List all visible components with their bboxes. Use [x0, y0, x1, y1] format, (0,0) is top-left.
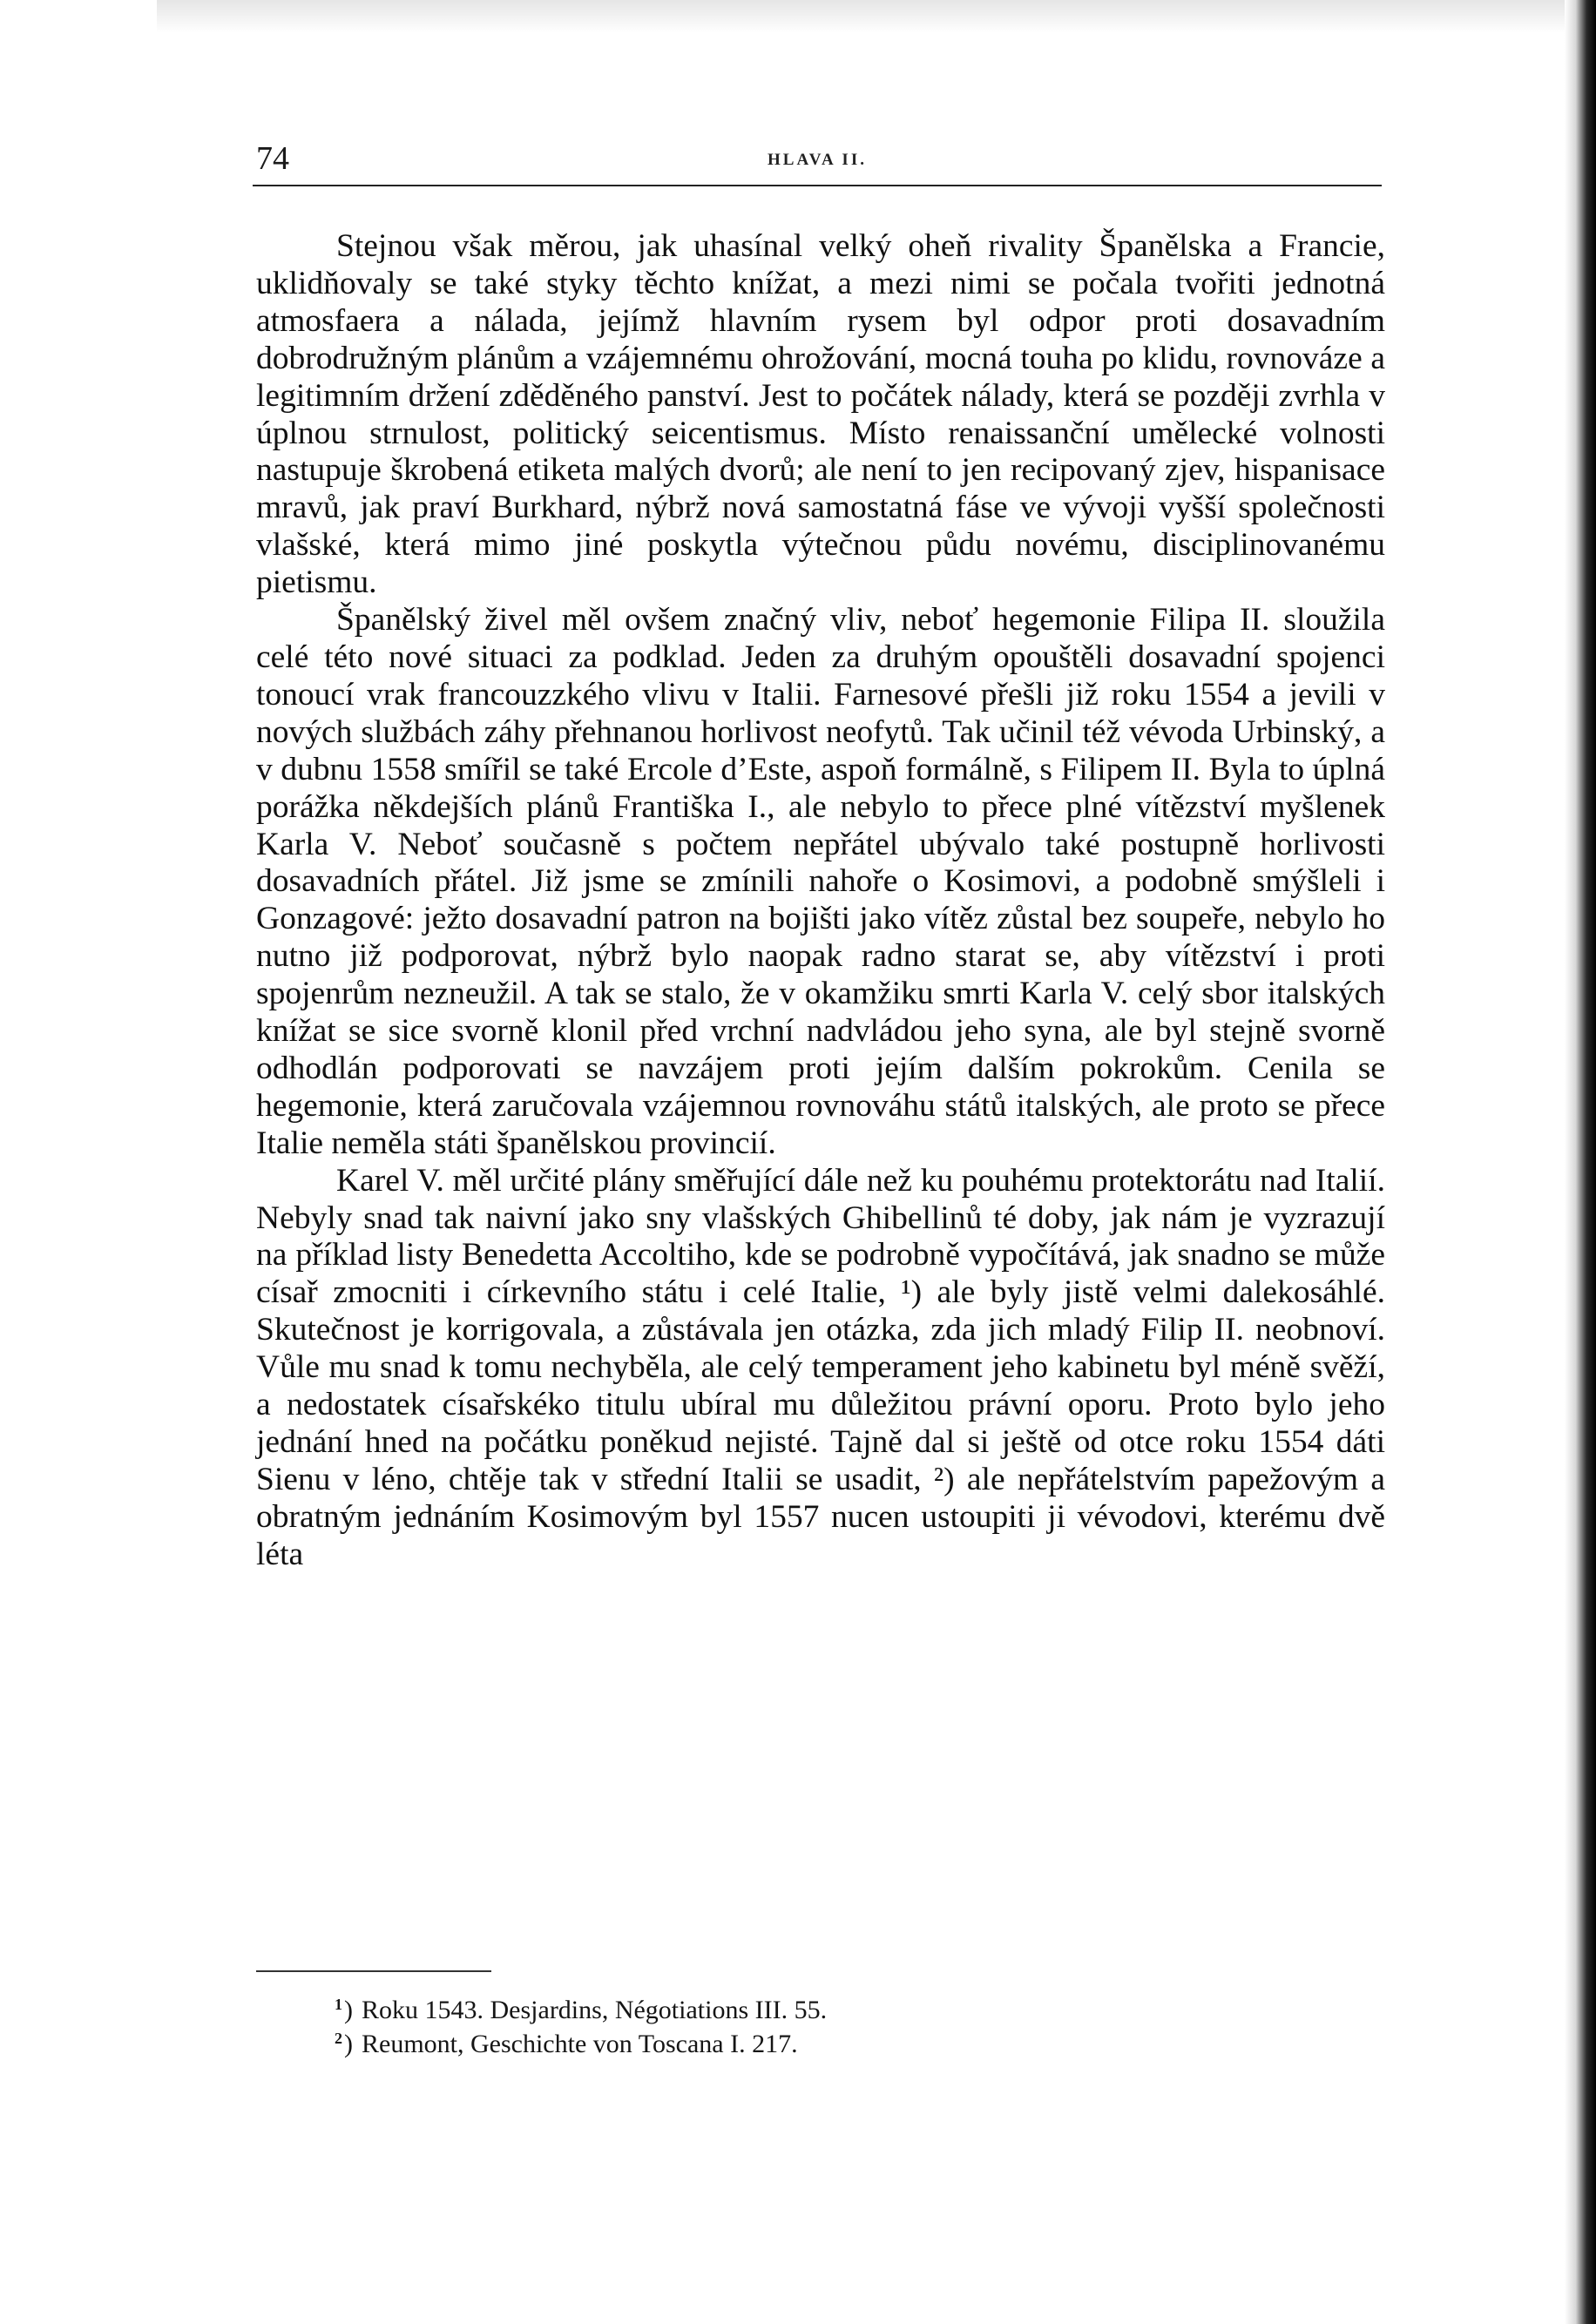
footnote-2 [335, 2029, 1206, 2063]
footnotes [335, 1995, 1206, 2063]
footnote-1 [335, 1995, 1206, 2029]
running-head [253, 138, 1382, 190]
footnote-marker: 2 [335, 2030, 342, 2047]
footnote-paren: ) [344, 2030, 353, 2058]
scan-right-edge [1565, 0, 1596, 2324]
paragraph: Karel V. měl určité plány směřující dále než ku pouhému protektorátu nad Italií. Nebyly snad tak naivní jako sny vlašských Ghibellinů té doby, jak nám je vyzrazují na příklad listy Benedetta Accoltiho, kde se podrobně vypočítává, jak snadno se může císař zmocniti i církevního státu i celé Italie, ¹) ale byly jistě velmi dalekosáhlé. Skutečnost je korrigovala, a zůstávala jen otázka, zda jich mladý Filip II. neobnoví. Vůle mu snad k tomu nechyběla, ale celý temperament jeho kabinetu byl méně svěží, a nedostatek císařskéko titulu ubíral mu důležitou právní oporu. Proto bylo jeho jednání hned na počátku poněkud nejisté. Tajně dal si ještě od otce roku 1554 dáti Sienu v léno, chtěje tak v střední Italii se usadit, ²) ale nepřátelstvím papežovým a obratným jednáním Kosimovým byl 1557 nucen ustoupiti ji vévodovi, kterému dvě léta [256, 1162, 1385, 1572]
chapter-title: HLAVA II. [768, 151, 867, 169]
footnote-rule [256, 1970, 491, 1972]
footnote-marker: 1 [335, 1996, 342, 2013]
page-number: 74 [256, 140, 289, 177]
body-text [256, 228, 1385, 1574]
footnote-paren: ) [344, 1996, 353, 2024]
header-rule [253, 185, 1382, 186]
paragraph: Španělský živel měl ovšem značný vliv, neboť hegemonie Filipa II. sloužila celé této nové situaci za podklad. Jeden za druhým opouštěli dosavadní spojenci tonoucí vrak francouzzkého vlivu v Italii. Farnesové přešli již roku 1554 a jevili v nových službách záhy přehnanou horlivost neofytů. Tak učinil též vévoda Urbinský, a v dubnu 1558 smířil se také Ercole d’Este, aspoň formálně, s Filipem II. Byla to úplná porážka někdejších plánů Františka I., ale nebylo to přece plné vítězství myšlenek Karla V. Neboť současně s počtem nepřátel ubývalo také postupně horlivosti dosavadních přátel. Již jsme se zmínili nahoře o Kosimovi, a podobně smýšleli i Gonzagové: ježto dosavadní patron na bojišti jako vítěz zůstal bez soupeře, nebylo ho nutno již podporovat, nýbrž bylo naopak radno starat se, aby vítězství i proti spojenrům nezneužil. A tak se stalo, že v okamžiku smrti Karla V. celý sbor italských knížat se sice svorně klonil před vrchní nadvládou jeho syna, ale byl stejně svorně odhodlán podporovati se navzájem proti jejím dalším pokrokům. Cenila se hegemonie, která zaručovala vzájemnou rovnováhu států italských, ale proto se přece Italie neměla státi španělskou provincií. [256, 602, 1385, 1161]
footnote-text: Roku 1543. Desjardins, Négotiations III. 55. [362, 1996, 828, 2024]
scan-top-shadow [157, 0, 1568, 33]
paragraph: Stejnou však měrou, jak uhasínal velký oheň rivality Španělska a Francie, uklidňovaly se také styky těchto knížat, a mezi nimi se počala tvořiti jednotná atmosfaera a nálada, jejímž hlavním rysem byl odpor proti dosavadním dobrodružným plánům a vzájemnému ohrožování, mocná touha po klidu, rovnováze a legitimním držení zděděného panství. Jest to počátek nálady, která se později zvrhla v úplnou strnulost, politický seicentismus. Místo renaissanční umělecké volnosti nastupuje škrobená etiketa malých dvorů; ale není to jen recipovaný zjev, hispanisace mravů, jak praví Burkhard, nýbrž nová samostatná fáse ve vývoji vyšší společnosti vlašské, která mimo jiné poskytla výtečnou půdu novému, disciplinovanému pietismu. [256, 228, 1385, 601]
footnote-text: Reumont, Geschichte von Toscana I. 217. [362, 2030, 798, 2058]
